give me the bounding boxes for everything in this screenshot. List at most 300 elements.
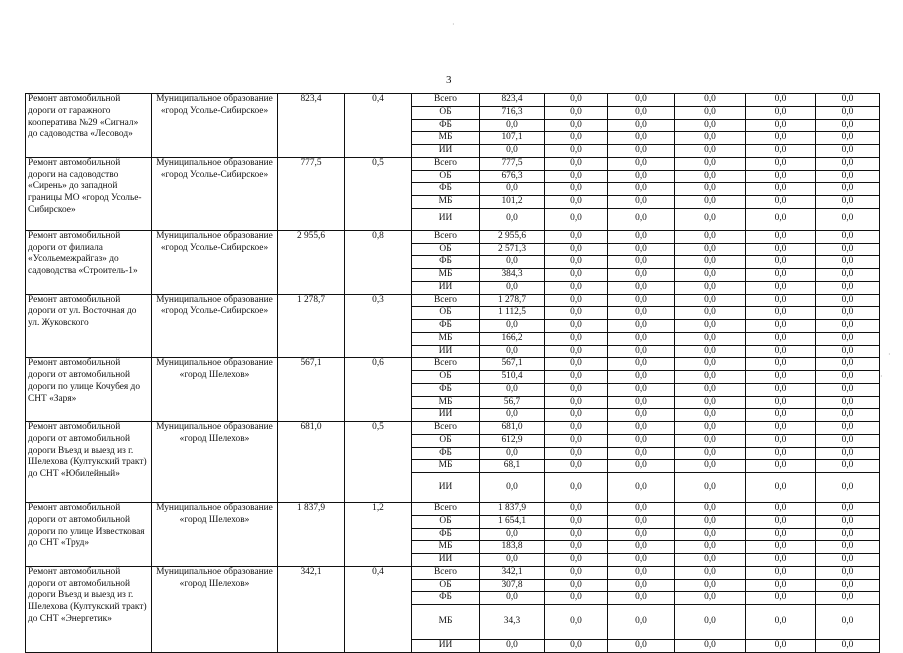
value-cell: 0,0 xyxy=(816,640,880,653)
value-cell: 0,0 xyxy=(608,196,675,209)
funding-source: ОБ xyxy=(412,243,480,256)
value-cell: 0,0 xyxy=(746,396,816,409)
value-cell: 0,0 xyxy=(816,196,880,209)
value-cell: 0,0 xyxy=(545,208,608,230)
table-row xyxy=(26,566,880,579)
value-cell: 0,0 xyxy=(675,345,746,358)
value-cell: 0,0 xyxy=(608,528,675,541)
value-cell: 0,0 xyxy=(675,294,746,307)
value-cell: 0,0 xyxy=(675,409,746,422)
project-owner: Муниципальное образование «город Шелехов» xyxy=(152,358,278,422)
value-cell: 0,0 xyxy=(746,132,816,145)
value-cell: 0,0 xyxy=(608,320,675,333)
value-cell: 0,0 xyxy=(608,422,675,435)
value-cell: 0,0 xyxy=(746,447,816,460)
value-cell: 0,0 xyxy=(746,541,816,554)
value-cell: 0,0 xyxy=(608,145,675,158)
value-cell: 567,1 xyxy=(480,358,545,371)
funding-source: ОБ xyxy=(412,170,480,183)
value-cell: 0,0 xyxy=(816,307,880,320)
value-cell: 0,0 xyxy=(675,640,746,653)
value-cell: 0,0 xyxy=(675,358,746,371)
value-cell: 0,0 xyxy=(816,183,880,196)
value-cell: 0,0 xyxy=(816,345,880,358)
value-cell: 0,0 xyxy=(608,106,675,119)
value-cell: 681,0 xyxy=(480,422,545,435)
funding-source: ОБ xyxy=(412,515,480,528)
value-cell: 0,0 xyxy=(816,396,880,409)
funding-source: ИИ xyxy=(412,145,480,158)
value-cell: 0,0 xyxy=(746,208,816,230)
value-cell: 0,0 xyxy=(675,196,746,209)
value-cell: 1 837,9 xyxy=(480,503,545,516)
project-cost: 823,4 xyxy=(278,94,345,158)
value-cell: 0,0 xyxy=(746,579,816,592)
value-cell: 384,3 xyxy=(480,269,545,282)
value-cell: 342,1 xyxy=(480,566,545,579)
value-cell: 0,0 xyxy=(816,541,880,554)
funding-source: ФБ xyxy=(412,256,480,269)
value-cell: 0,0 xyxy=(675,269,746,282)
value-cell: 0,0 xyxy=(545,230,608,243)
funding-source: МБ xyxy=(412,460,480,473)
value-cell: 823,4 xyxy=(480,94,545,107)
value-cell: 0,0 xyxy=(746,528,816,541)
project-name: Ремонт автомобильной дороги от автомобильной дороги Въезд и выезд из г. Шелехова (Култукский тракт) до СНТ «Энергетик» xyxy=(26,566,152,652)
value-cell: 0,0 xyxy=(675,422,746,435)
project-owner: Муниципальное образование «город Усолье-Сибирское» xyxy=(152,294,278,358)
value-cell: 0,0 xyxy=(545,422,608,435)
project-length: 0,3 xyxy=(345,294,412,358)
value-cell: 0,0 xyxy=(816,503,880,516)
table-row xyxy=(26,230,880,243)
value-cell: 0,0 xyxy=(746,473,816,503)
value-cell: 0,0 xyxy=(816,243,880,256)
value-cell: 0,0 xyxy=(675,145,746,158)
value-cell: 0,0 xyxy=(816,447,880,460)
funding-source: ФБ xyxy=(412,528,480,541)
value-cell: 0,0 xyxy=(545,157,608,170)
value-cell: 0,0 xyxy=(608,307,675,320)
value-cell: 0,0 xyxy=(675,383,746,396)
funding-source: МБ xyxy=(412,396,480,409)
value-cell: 0,0 xyxy=(608,281,675,294)
value-cell: 0,0 xyxy=(746,119,816,132)
value-cell: 0,0 xyxy=(608,345,675,358)
value-cell: 166,2 xyxy=(480,332,545,345)
value-cell: 0,0 xyxy=(675,579,746,592)
value-cell: 0,0 xyxy=(675,447,746,460)
scan-speck: · xyxy=(452,20,455,29)
value-cell: 0,0 xyxy=(816,566,880,579)
project-owner: Муниципальное образование «город Шелехов» xyxy=(152,503,278,567)
value-cell: 716,3 xyxy=(480,106,545,119)
value-cell: 0,0 xyxy=(675,332,746,345)
value-cell: 0,0 xyxy=(545,383,608,396)
value-cell: 0,0 xyxy=(545,554,608,567)
value-cell: 0,0 xyxy=(545,294,608,307)
value-cell: 510,4 xyxy=(480,371,545,384)
project-cost: 777,5 xyxy=(278,157,345,230)
project-name: Ремонт автомобильной дороги на садоводство «Сирень» до западной границы МО «город Усолье-Сибирское» xyxy=(26,157,152,230)
value-cell: 0,0 xyxy=(480,447,545,460)
value-cell: 0,0 xyxy=(480,256,545,269)
value-cell: 0,0 xyxy=(675,256,746,269)
value-cell: 0,0 xyxy=(675,157,746,170)
value-cell: 0,0 xyxy=(480,145,545,158)
value-cell: 0,0 xyxy=(608,132,675,145)
value-cell: 0,0 xyxy=(746,170,816,183)
value-cell: 0,0 xyxy=(608,332,675,345)
value-cell: 0,0 xyxy=(816,256,880,269)
value-cell: 0,0 xyxy=(608,473,675,503)
funding-source: ОБ xyxy=(412,434,480,447)
value-cell: 0,0 xyxy=(545,579,608,592)
value-cell: 0,0 xyxy=(816,434,880,447)
value-cell: 0,0 xyxy=(816,208,880,230)
value-cell: 0,0 xyxy=(675,541,746,554)
value-cell: 0,0 xyxy=(608,383,675,396)
value-cell: 0,0 xyxy=(816,294,880,307)
value-cell: 2 571,3 xyxy=(480,243,545,256)
value-cell: 0,0 xyxy=(545,170,608,183)
value-cell: 0,0 xyxy=(746,256,816,269)
value-cell: 0,0 xyxy=(545,447,608,460)
value-cell: 1 278,7 xyxy=(480,294,545,307)
value-cell: 0,0 xyxy=(608,256,675,269)
value-cell: 0,0 xyxy=(608,605,675,640)
value-cell: 0,0 xyxy=(545,566,608,579)
funding-source: ИИ xyxy=(412,281,480,294)
value-cell: 0,0 xyxy=(545,307,608,320)
value-cell: 0,0 xyxy=(675,566,746,579)
project-length: 0,6 xyxy=(345,358,412,422)
value-cell: 0,0 xyxy=(545,396,608,409)
funding-source: ОБ xyxy=(412,106,480,119)
value-cell: 0,0 xyxy=(675,592,746,605)
value-cell: 0,0 xyxy=(545,320,608,333)
project-cost: 1 837,9 xyxy=(278,503,345,567)
funding-source: Всего xyxy=(412,230,480,243)
value-cell: 0,0 xyxy=(675,503,746,516)
value-cell: 1 112,5 xyxy=(480,307,545,320)
value-cell: 0,0 xyxy=(675,528,746,541)
funding-source: МБ xyxy=(412,605,480,640)
value-cell: 0,0 xyxy=(545,145,608,158)
value-cell: 0,0 xyxy=(545,592,608,605)
value-cell: 0,0 xyxy=(545,358,608,371)
funding-source: ФБ xyxy=(412,183,480,196)
value-cell: 0,0 xyxy=(675,320,746,333)
value-cell: 0,0 xyxy=(480,554,545,567)
value-cell: 777,5 xyxy=(480,157,545,170)
value-cell: 0,0 xyxy=(545,371,608,384)
value-cell: 0,0 xyxy=(545,434,608,447)
value-cell: 0,0 xyxy=(675,371,746,384)
value-cell: 0,0 xyxy=(545,605,608,640)
value-cell: 0,0 xyxy=(816,119,880,132)
value-cell: 0,0 xyxy=(480,409,545,422)
project-name: Ремонт автомобильной дороги от филиала «Усольемежрайгаз» до садоводства «Строитель-1» xyxy=(26,230,152,294)
value-cell: 0,0 xyxy=(545,243,608,256)
value-cell: 307,8 xyxy=(480,579,545,592)
value-cell: 0,0 xyxy=(545,106,608,119)
project-owner: Муниципальное образование «город Шелехов» xyxy=(152,422,278,503)
funding-source: ИИ xyxy=(412,345,480,358)
value-cell: 0,0 xyxy=(746,345,816,358)
project-length: 0,4 xyxy=(345,94,412,158)
value-cell: 0,0 xyxy=(545,541,608,554)
value-cell: 0,0 xyxy=(816,332,880,345)
value-cell: 0,0 xyxy=(816,230,880,243)
value-cell: 0,0 xyxy=(746,269,816,282)
value-cell: 0,0 xyxy=(675,94,746,107)
value-cell: 0,0 xyxy=(816,383,880,396)
project-cost: 342,1 xyxy=(278,566,345,652)
value-cell: 0,0 xyxy=(608,183,675,196)
value-cell: 0,0 xyxy=(608,119,675,132)
value-cell: 56,7 xyxy=(480,396,545,409)
value-cell: 0,0 xyxy=(746,371,816,384)
value-cell: 0,0 xyxy=(675,183,746,196)
value-cell: 0,0 xyxy=(816,358,880,371)
scan-speck: · xyxy=(888,350,891,359)
funding-source: МБ xyxy=(412,541,480,554)
value-cell: 0,0 xyxy=(746,383,816,396)
value-cell: 34,3 xyxy=(480,605,545,640)
value-cell: 0,0 xyxy=(816,269,880,282)
value-cell: 0,0 xyxy=(608,554,675,567)
funding-source: ИИ xyxy=(412,554,480,567)
value-cell: 0,0 xyxy=(480,592,545,605)
value-cell: 0,0 xyxy=(816,579,880,592)
value-cell: 0,0 xyxy=(608,157,675,170)
table-row xyxy=(26,503,880,516)
funding-source: ФБ xyxy=(412,447,480,460)
funding-source: ФБ xyxy=(412,383,480,396)
project-name: Ремонт автомобильной дороги от автомобильной дороги по улице Кочубея до СНТ «Заря» xyxy=(26,358,152,422)
value-cell: 676,3 xyxy=(480,170,545,183)
value-cell: 0,0 xyxy=(480,183,545,196)
funding-source: Всего xyxy=(412,358,480,371)
funding-source: Всего xyxy=(412,294,480,307)
value-cell: 0,0 xyxy=(675,243,746,256)
value-cell: 0,0 xyxy=(746,230,816,243)
value-cell: 68,1 xyxy=(480,460,545,473)
funding-source: ИИ xyxy=(412,409,480,422)
value-cell: 0,0 xyxy=(746,243,816,256)
value-cell: 0,0 xyxy=(675,106,746,119)
value-cell: 0,0 xyxy=(480,528,545,541)
value-cell: 107,1 xyxy=(480,132,545,145)
value-cell: 183,8 xyxy=(480,541,545,554)
project-owner: Муниципальное образование «город Усолье-Сибирское» xyxy=(152,157,278,230)
value-cell: 0,0 xyxy=(675,396,746,409)
value-cell: 0,0 xyxy=(816,592,880,605)
funding-source: Всего xyxy=(412,94,480,107)
value-cell: 0,0 xyxy=(746,332,816,345)
value-cell: 0,0 xyxy=(675,434,746,447)
value-cell: 0,0 xyxy=(816,145,880,158)
value-cell: 0,0 xyxy=(675,230,746,243)
project-length: 0,5 xyxy=(345,157,412,230)
funding-source: МБ xyxy=(412,132,480,145)
value-cell: 0,0 xyxy=(816,409,880,422)
value-cell: 0,0 xyxy=(545,640,608,653)
project-name: Ремонт автомобильной дороги от гаражного кооператива №29 «Сигнал» до садоводства «Лесовод» xyxy=(26,94,152,158)
value-cell: 0,0 xyxy=(480,345,545,358)
value-cell: 0,0 xyxy=(608,371,675,384)
value-cell: 0,0 xyxy=(480,473,545,503)
value-cell: 0,0 xyxy=(545,503,608,516)
value-cell: 0,0 xyxy=(746,554,816,567)
value-cell: 0,0 xyxy=(675,605,746,640)
value-cell: 0,0 xyxy=(746,515,816,528)
value-cell: 0,0 xyxy=(746,592,816,605)
value-cell: 0,0 xyxy=(675,473,746,503)
value-cell: 0,0 xyxy=(608,94,675,107)
table-row xyxy=(26,157,880,170)
value-cell: 0,0 xyxy=(545,473,608,503)
funding-source: ОБ xyxy=(412,307,480,320)
funding-source: ИИ xyxy=(412,208,480,230)
funding-source: ФБ xyxy=(412,592,480,605)
funding-source: ФБ xyxy=(412,119,480,132)
project-name: Ремонт автомобильной дороги от автомобильной дороги по улице Известковая до СНТ «Труд» xyxy=(26,503,152,567)
value-cell: 0,0 xyxy=(746,640,816,653)
scan-speck: · xyxy=(880,372,883,381)
value-cell: 0,0 xyxy=(608,515,675,528)
funding-source: Всего xyxy=(412,157,480,170)
value-cell: 0,0 xyxy=(608,409,675,422)
value-cell: 0,0 xyxy=(816,554,880,567)
value-cell: 0,0 xyxy=(746,157,816,170)
value-cell: 0,0 xyxy=(608,208,675,230)
value-cell: 0,0 xyxy=(816,281,880,294)
value-cell: 0,0 xyxy=(545,528,608,541)
value-cell: 0,0 xyxy=(816,473,880,503)
funding-source: ОБ xyxy=(412,371,480,384)
value-cell: 0,0 xyxy=(746,566,816,579)
value-cell: 0,0 xyxy=(480,281,545,294)
value-cell: 0,0 xyxy=(545,119,608,132)
value-cell: 0,0 xyxy=(608,396,675,409)
project-length: 0,8 xyxy=(345,230,412,294)
value-cell: 0,0 xyxy=(746,605,816,640)
value-cell: 0,0 xyxy=(746,460,816,473)
project-owner: Муниципальное образование «город Усолье-Сибирское» xyxy=(152,230,278,294)
value-cell: 0,0 xyxy=(816,515,880,528)
value-cell: 0,0 xyxy=(816,106,880,119)
funding-source: Всего xyxy=(412,503,480,516)
value-cell: 0,0 xyxy=(816,157,880,170)
value-cell: 0,0 xyxy=(746,281,816,294)
value-cell: 0,0 xyxy=(480,119,545,132)
value-cell: 0,0 xyxy=(746,94,816,107)
value-cell: 0,0 xyxy=(545,281,608,294)
value-cell: 0,0 xyxy=(545,515,608,528)
value-cell: 612,9 xyxy=(480,434,545,447)
value-cell: 0,0 xyxy=(608,447,675,460)
table-row xyxy=(26,94,880,107)
value-cell: 0,0 xyxy=(608,541,675,554)
value-cell: 0,0 xyxy=(746,196,816,209)
funding-source: МБ xyxy=(412,332,480,345)
value-cell: 0,0 xyxy=(746,434,816,447)
value-cell: 0,0 xyxy=(608,230,675,243)
value-cell: 0,0 xyxy=(675,460,746,473)
value-cell: 0,0 xyxy=(816,528,880,541)
funding-source: Всего xyxy=(412,422,480,435)
value-cell: 0,0 xyxy=(675,208,746,230)
value-cell: 0,0 xyxy=(608,566,675,579)
value-cell: 0,0 xyxy=(746,294,816,307)
project-cost: 2 955,6 xyxy=(278,230,345,294)
value-cell: 0,0 xyxy=(816,94,880,107)
value-cell: 0,0 xyxy=(480,320,545,333)
funding-source: ФБ xyxy=(412,320,480,333)
value-cell: 0,0 xyxy=(746,145,816,158)
project-length: 0,5 xyxy=(345,422,412,503)
value-cell: 0,0 xyxy=(480,208,545,230)
value-cell: 0,0 xyxy=(675,119,746,132)
value-cell: 0,0 xyxy=(816,170,880,183)
value-cell: 0,0 xyxy=(608,640,675,653)
value-cell: 0,0 xyxy=(816,132,880,145)
value-cell: 0,0 xyxy=(746,183,816,196)
value-cell: 0,0 xyxy=(608,592,675,605)
value-cell: 0,0 xyxy=(675,307,746,320)
page-number: 3 xyxy=(446,74,452,86)
value-cell: 0,0 xyxy=(545,332,608,345)
value-cell: 0,0 xyxy=(545,132,608,145)
value-cell: 0,0 xyxy=(816,605,880,640)
value-cell: 0,0 xyxy=(746,409,816,422)
budget-table xyxy=(25,93,880,653)
project-name: Ремонт автомобильной дороги от автомобильной дороги Въезд и выезд из г. Шелехова (Култукский тракт) до СНТ «Юбилейный» xyxy=(26,422,152,503)
value-cell: 0,0 xyxy=(608,434,675,447)
value-cell: 2 955,6 xyxy=(480,230,545,243)
value-cell: 0,0 xyxy=(545,409,608,422)
value-cell: 0,0 xyxy=(675,281,746,294)
value-cell: 101,2 xyxy=(480,196,545,209)
value-cell: 0,0 xyxy=(746,320,816,333)
value-cell: 0,0 xyxy=(545,183,608,196)
value-cell: 0,0 xyxy=(545,460,608,473)
project-owner: Муниципальное образование «город Шелехов» xyxy=(152,566,278,652)
funding-source: ИИ xyxy=(412,640,480,653)
value-cell: 0,0 xyxy=(608,579,675,592)
value-cell: 0,0 xyxy=(608,460,675,473)
value-cell: 0,0 xyxy=(746,106,816,119)
value-cell: 0,0 xyxy=(480,640,545,653)
value-cell: 1 654,1 xyxy=(480,515,545,528)
table-row xyxy=(26,422,880,435)
table-row xyxy=(26,358,880,371)
funding-source: ОБ xyxy=(412,579,480,592)
value-cell: 0,0 xyxy=(608,503,675,516)
funding-source: Всего xyxy=(412,566,480,579)
value-cell: 0,0 xyxy=(816,460,880,473)
funding-source: МБ xyxy=(412,269,480,282)
project-owner: Муниципальное образование «город Усолье-Сибирское» xyxy=(152,94,278,158)
value-cell: 0,0 xyxy=(608,170,675,183)
value-cell: 0,0 xyxy=(816,422,880,435)
value-cell: 0,0 xyxy=(545,345,608,358)
funding-source: ИИ xyxy=(412,473,480,503)
value-cell: 0,0 xyxy=(608,243,675,256)
value-cell: 0,0 xyxy=(746,503,816,516)
